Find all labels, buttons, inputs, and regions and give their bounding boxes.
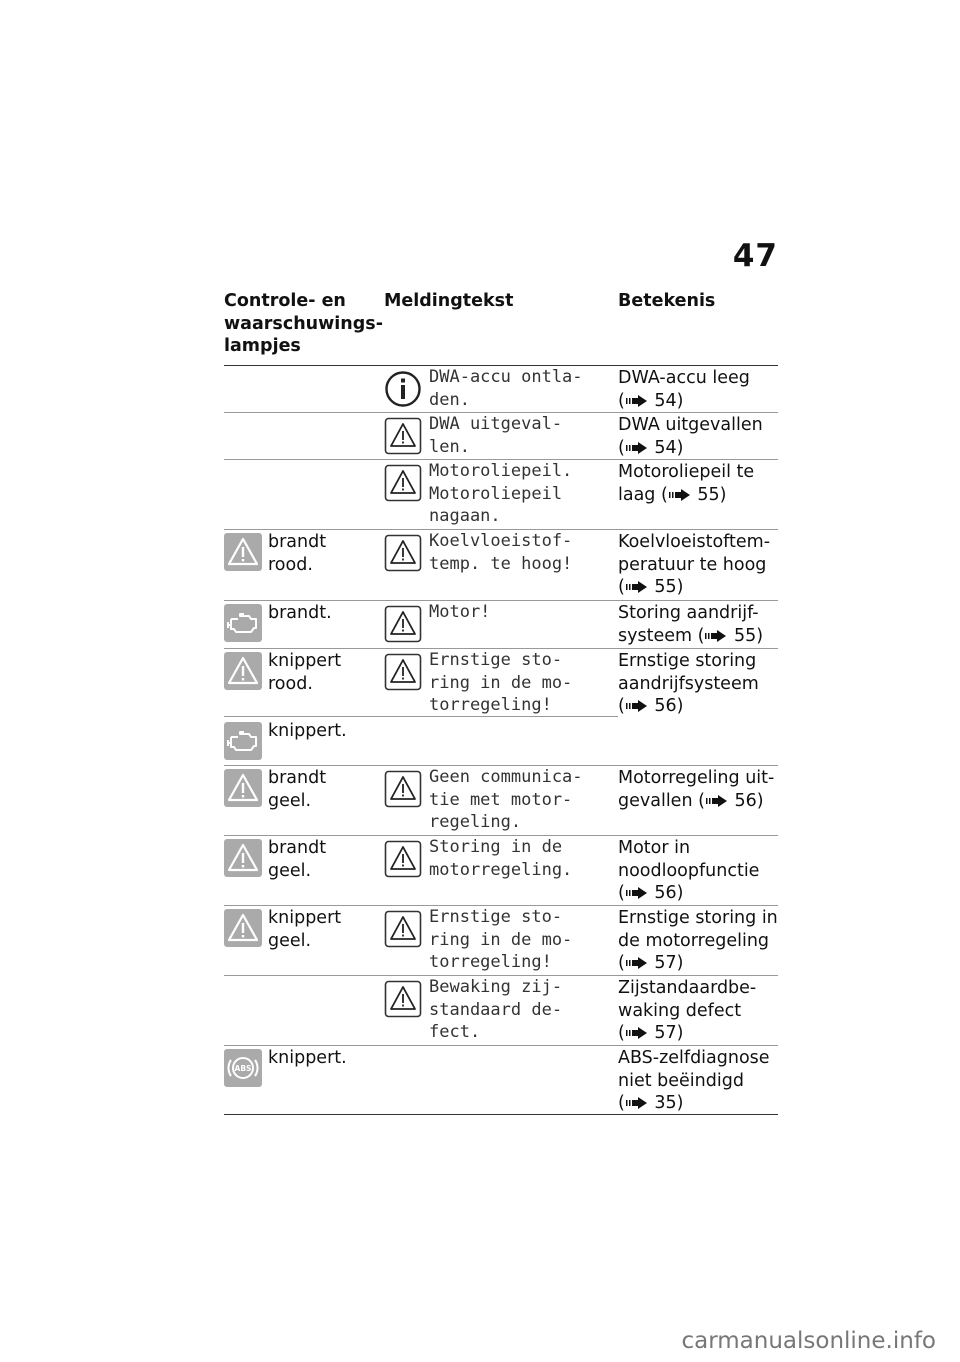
page-reference[interactable]: 56) — [648, 883, 684, 903]
lamp-status-text: knippert geel. — [268, 908, 342, 951]
warning-triangle-icon — [384, 910, 422, 948]
reference-arrow-icon — [626, 442, 648, 454]
warning-triangle-icon — [384, 464, 422, 502]
page-reference[interactable]: 56) — [728, 790, 764, 811]
message-text: Motor! — [429, 602, 491, 622]
reference-arrow-icon — [705, 630, 727, 642]
page-reference[interactable]: 55) — [728, 625, 764, 646]
watermark: carmanualsonline.info — [681, 1328, 936, 1354]
engine-icon — [224, 604, 262, 642]
meaning-text: Motoroliepeil te laag ( 55) — [618, 462, 755, 505]
lamp-status-text: knippert. — [268, 1048, 347, 1068]
engine-icon — [224, 722, 262, 760]
lamp-status-text: brandt geel. — [268, 768, 327, 811]
message-text: Bewaking zij- standaard de- fect. — [429, 977, 563, 1042]
warning-triangle-icon — [224, 839, 262, 877]
reference-arrow-icon — [626, 887, 648, 899]
reference-arrow-icon — [626, 700, 648, 712]
page-reference[interactable]: 35) — [648, 1093, 684, 1113]
message-text: Ernstige sto- ring in de mo- torregeling! — [429, 650, 573, 715]
warning-triangle-icon — [384, 770, 422, 808]
meaning-text: Motor in noodloopfunctie ( 56) — [618, 838, 760, 903]
warning-triangle-icon — [384, 417, 422, 455]
meaning-text: Koelvloeistoftem- peratuur te hoog ( 55) — [618, 532, 771, 597]
lamp-status-text: knippert rood. — [268, 651, 342, 694]
warning-triangle-icon — [384, 605, 422, 643]
svg-text:ABS: ABS — [234, 1064, 252, 1073]
warning-triangle-icon — [224, 769, 262, 807]
reference-arrow-icon — [626, 581, 648, 593]
message-text: Geen communica- tie met motor- regeling. — [429, 767, 583, 832]
warning-triangle-icon — [224, 652, 262, 690]
meaning-text: Zijstandaardbe- waking defect ( 57) — [618, 978, 757, 1043]
warning-triangle-icon — [384, 980, 422, 1018]
lamp-status-text: brandt. — [268, 603, 332, 623]
warning-triangle-icon — [224, 909, 262, 947]
header-lamps: Controle- en waarschuwings-lampjes — [224, 291, 383, 356]
reference-arrow-icon — [626, 1027, 648, 1039]
reference-arrow-icon — [626, 1097, 648, 1109]
page-number: 47 — [732, 238, 778, 274]
info-icon — [384, 370, 422, 408]
row-divider — [224, 1045, 778, 1046]
page-reference[interactable]: 57) — [648, 1023, 684, 1043]
page-reference[interactable]: 54) — [648, 437, 684, 458]
reference-arrow-icon — [669, 489, 691, 501]
message-text: DWA uitgeval- len. — [429, 414, 563, 457]
page-reference[interactable]: 54) — [648, 390, 684, 411]
message-text: Ernstige sto- ring in de mo- torregeling! — [429, 907, 573, 972]
meaning-text: DWA-accu leeg ( 54) — [618, 368, 750, 411]
header-message: Meldingtekst — [384, 291, 514, 311]
meaning-text: Ernstige storing aandrijfsysteem ( 56) — [618, 651, 759, 716]
lamp-status-text: brandt geel. — [268, 838, 327, 881]
reference-arrow-icon — [706, 795, 728, 807]
warning-triangle-icon — [384, 840, 422, 878]
page-reference[interactable]: 57) — [648, 953, 684, 973]
meaning-text: DWA uitgevallen ( 54) — [618, 415, 763, 458]
meaning-text: Ernstige storing in de motorregeling ( 57) — [618, 908, 778, 973]
page-reference[interactable]: 55) — [648, 577, 684, 597]
warning-triangle-icon — [224, 533, 262, 571]
meaning-text: Storing aandrijf- systeem ( 55) — [618, 603, 764, 646]
meaning-text: ABS-zelfdiagnose niet beëindigd ( 35) — [618, 1048, 770, 1113]
meaning-text: Motorregeling uit- gevallen ( 56) — [618, 768, 775, 811]
reference-arrow-icon — [626, 395, 648, 407]
abs-icon — [224, 1049, 262, 1087]
message-text: Storing in de motorregeling. — [429, 837, 573, 880]
message-text: DWA-accu ontla- den. — [429, 367, 583, 410]
page-reference[interactable]: 56) — [648, 696, 684, 716]
message-text: Motoroliepeil. Motoroliepeil nagaan. — [429, 461, 573, 526]
message-text: Koelvloeistof- temp. te hoog! — [429, 531, 573, 574]
lamp-status-text: brandt rood. — [268, 532, 327, 575]
warning-triangle-icon — [384, 534, 422, 572]
warning-triangle-icon — [384, 653, 422, 691]
page-reference[interactable]: 55) — [691, 484, 727, 505]
reference-arrow-icon — [626, 957, 648, 969]
lamp-status-text: knippert. — [268, 721, 347, 741]
header-meaning: Betekenis — [618, 291, 716, 311]
